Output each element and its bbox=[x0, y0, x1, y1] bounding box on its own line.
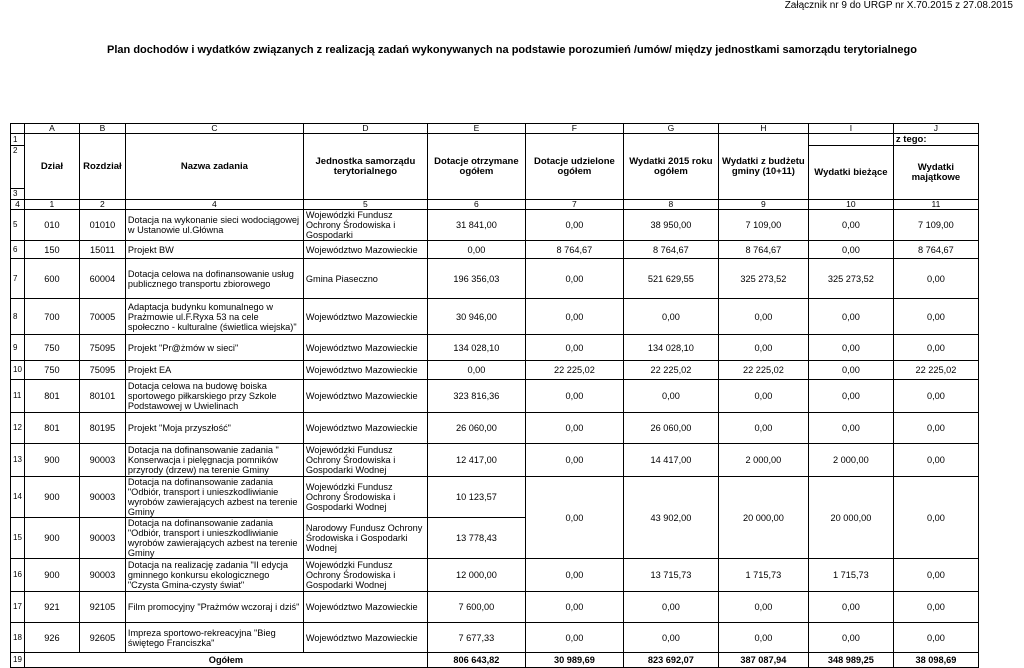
column-number: 9 bbox=[718, 200, 808, 210]
cell-rozdzial: 92105 bbox=[79, 592, 125, 623]
cell-dzial: 926 bbox=[24, 623, 79, 653]
cell-jednostka: Województwo Mazowieckie bbox=[303, 592, 427, 623]
table-row bbox=[11, 361, 979, 380]
column-letter: A bbox=[24, 124, 79, 134]
row-number: 1 bbox=[11, 134, 25, 146]
cell-dzial: 900 bbox=[24, 444, 79, 477]
row-number: 12 bbox=[11, 413, 25, 444]
cell-rozdzial: 75095 bbox=[79, 361, 125, 380]
cell-jednostka: Województwo Mazowieckie bbox=[303, 361, 427, 380]
total-majatkowe: 38 098,69 bbox=[893, 653, 978, 668]
cell-dzial: 010 bbox=[24, 210, 79, 241]
header-dotacje-otrzymane: Dotacje otrzymane ogółem bbox=[427, 134, 525, 200]
total-wydatki-budzet: 387 087,94 bbox=[718, 653, 808, 668]
total-dotacje-udzielone: 30 989,69 bbox=[525, 653, 623, 668]
cell-wydatki-2015: 0,00 bbox=[623, 380, 718, 413]
cell-dotacje-otrzymane: 12 000,00 bbox=[427, 559, 525, 592]
cell-jednostka: Wojewódzki Fundusz Ochrony Środowiska i Gospodarki Wodnej bbox=[303, 477, 427, 518]
row-number: 14 bbox=[11, 477, 25, 518]
row-number: 6 bbox=[11, 241, 25, 259]
cell-dotacje-otrzymane: 7 600,00 bbox=[427, 592, 525, 623]
table-row bbox=[11, 413, 979, 444]
cell-wydatki-budzet: 7 109,00 bbox=[718, 210, 808, 241]
column-letter: F bbox=[525, 124, 623, 134]
cell-rozdzial: 90003 bbox=[79, 477, 125, 518]
cell-dotacje-otrzymane: 323 816,36 bbox=[427, 380, 525, 413]
cell-dzial: 921 bbox=[24, 592, 79, 623]
row-number: 4 bbox=[11, 200, 25, 210]
cell-dzial: 700 bbox=[24, 299, 79, 335]
row-number: 15 bbox=[11, 518, 25, 559]
cell-nazwa: Projekt EA bbox=[125, 361, 303, 380]
row-number: 3 bbox=[11, 189, 25, 200]
cell-wydatki-budzet: 0,00 bbox=[718, 335, 808, 361]
cell-jednostka: Województwo Mazowieckie bbox=[303, 623, 427, 653]
cell-jednostka: Gmina Piaseczno bbox=[303, 259, 427, 299]
cell-rozdzial: 80101 bbox=[79, 380, 125, 413]
total-dotacje-otrzymane: 806 643,82 bbox=[427, 653, 525, 668]
cell-wydatki-2015: 13 715,73 bbox=[623, 559, 718, 592]
cell-majatkowe: 0,00 bbox=[893, 592, 978, 623]
cell-biezace: 0,00 bbox=[808, 380, 893, 413]
cell-jednostka: Wojewódzki Fundusz Ochrony Środowiska i Gospodarki bbox=[303, 210, 427, 241]
row-number: 7 bbox=[11, 259, 25, 299]
cell-wydatki-budzet: 0,00 bbox=[718, 413, 808, 444]
cell-majatkowe: 8 764,67 bbox=[893, 241, 978, 259]
cell-dotacje-otrzymane: 26 060,00 bbox=[427, 413, 525, 444]
cell-nazwa: Projekt "Pr@żmów w sieci" bbox=[125, 335, 303, 361]
column-letter: D bbox=[303, 124, 427, 134]
cell-jednostka: Województwo Mazowieckie bbox=[303, 299, 427, 335]
cell-dotacje-udzielone: 0,00 bbox=[525, 210, 623, 241]
cell-dotacje-udzielone: 0,00 bbox=[525, 259, 623, 299]
cell-rozdzial: 90003 bbox=[79, 518, 125, 559]
document-title: Plan dochodów i wydatków związanych z realizacją zadań wykonywanych na podstawie porozumień /umów/ między jednostkami samorządu terytorialnego bbox=[107, 44, 917, 56]
row-number: 17 bbox=[11, 592, 25, 623]
cell-wydatki-budzet: 22 225,02 bbox=[718, 361, 808, 380]
row-number: 2 bbox=[11, 146, 25, 189]
table-row bbox=[11, 477, 979, 518]
cell-majatkowe: 0,00 bbox=[893, 335, 978, 361]
cell-dotacje-udzielone: 0,00 bbox=[525, 444, 623, 477]
cell-dotacje-otrzymane: 134 028,10 bbox=[427, 335, 525, 361]
row-number: 11 bbox=[11, 380, 25, 413]
total-label: Ogółem bbox=[24, 653, 427, 668]
cell-wydatki-budzet: 1 715,73 bbox=[718, 559, 808, 592]
column-letter: C bbox=[125, 124, 303, 134]
cell-rozdzial: 15011 bbox=[79, 241, 125, 259]
header-rozdzial: Rozdział bbox=[79, 134, 125, 200]
cell-majatkowe: 22 225,02 bbox=[893, 361, 978, 380]
cell-majatkowe: 0,00 bbox=[893, 477, 978, 559]
row-number bbox=[11, 124, 25, 134]
cell-jednostka: Wojewódzki Fundusz Ochrony Środowiska i Gospodarki Wodnej bbox=[303, 444, 427, 477]
cell-dotacje-udzielone: 0,00 bbox=[525, 477, 623, 559]
row-number: 10 bbox=[11, 361, 25, 380]
cell-jednostka: Wojewódzki Fundusz Ochrony Środowiska i Gospodarki Wodnej bbox=[303, 559, 427, 592]
cell-majatkowe: 0,00 bbox=[893, 299, 978, 335]
cell-dotacje-udzielone: 0,00 bbox=[525, 380, 623, 413]
cell-rozdzial: 01010 bbox=[79, 210, 125, 241]
cell-biezace: 325 273,52 bbox=[808, 259, 893, 299]
cell-wydatki-2015: 43 902,00 bbox=[623, 477, 718, 559]
cell-dotacje-udzielone: 0,00 bbox=[525, 299, 623, 335]
cell-wydatki-budzet: 2 000,00 bbox=[718, 444, 808, 477]
column-letters-row bbox=[11, 124, 979, 134]
cell-nazwa: Dotacja na dofinansowanie zadania " Konserwacja i pielęgnacja pomników przyrody (drzew) na terenie Gminy bbox=[125, 444, 303, 477]
cell-wydatki-2015: 0,00 bbox=[623, 299, 718, 335]
column-number: 2 bbox=[79, 200, 125, 210]
cell-wydatki-2015: 38 950,00 bbox=[623, 210, 718, 241]
cell-dzial: 900 bbox=[24, 559, 79, 592]
row-number: 16 bbox=[11, 559, 25, 592]
table-row bbox=[11, 623, 979, 653]
column-letter: B bbox=[79, 124, 125, 134]
cell-rozdzial: 70005 bbox=[79, 299, 125, 335]
cell-wydatki-budzet: 8 764,67 bbox=[718, 241, 808, 259]
cell-majatkowe: 7 109,00 bbox=[893, 210, 978, 241]
cell-jednostka: Województwo Mazowieckie bbox=[303, 413, 427, 444]
cell-rozdzial: 80195 bbox=[79, 413, 125, 444]
cell-biezace: 0,00 bbox=[808, 592, 893, 623]
cell-wydatki-2015: 0,00 bbox=[623, 623, 718, 653]
header-jednostka: Jednostka samorządu terytorialnego bbox=[303, 134, 427, 200]
cell-wydatki-2015: 134 028,10 bbox=[623, 335, 718, 361]
row-number: 9 bbox=[11, 335, 25, 361]
cell-biezace: 0,00 bbox=[808, 413, 893, 444]
cell-dotacje-otrzymane: 10 123,57 bbox=[427, 477, 525, 518]
cell-nazwa: Dotacja na dofinansowanie zadania "Odbiór, transport i unieszkodliwianie wyrobów zawierających azbest na terenie Gminy bbox=[125, 518, 303, 559]
cell-jednostka: Województwo Mazowieckie bbox=[303, 335, 427, 361]
cell-nazwa: Adaptacja budynku komunalnego w Prażmowie ul.F.Ryxa 53 na cele społeczno - kulturalne (świetlica wiejska)" bbox=[125, 299, 303, 335]
cell-dzial: 900 bbox=[24, 518, 79, 559]
column-number: 4 bbox=[125, 200, 303, 210]
cell-biezace: 2 000,00 bbox=[808, 444, 893, 477]
column-number: 1 bbox=[24, 200, 79, 210]
total-biezace: 348 989,25 bbox=[808, 653, 893, 668]
cell-majatkowe: 0,00 bbox=[893, 623, 978, 653]
cell-dotacje-udzielone: 0,00 bbox=[525, 335, 623, 361]
header-majatkowe: Wydatki majątkowe bbox=[893, 146, 978, 200]
cell-dzial: 801 bbox=[24, 413, 79, 444]
cell-dotacje-otrzymane: 7 677,33 bbox=[427, 623, 525, 653]
cell-nazwa: Dotacja celowa na budowę boiska sportowego piłkarskiego przy Szkole Podstawowej w Uwielinach bbox=[125, 380, 303, 413]
table-row bbox=[11, 259, 979, 299]
cell-nazwa: Projekt "Moja przyszłość" bbox=[125, 413, 303, 444]
cell-wydatki-2015: 521 629,55 bbox=[623, 259, 718, 299]
cell-wydatki-budzet: 0,00 bbox=[718, 299, 808, 335]
column-letter: H bbox=[718, 124, 808, 134]
cell-dzial: 801 bbox=[24, 380, 79, 413]
header-row-1 bbox=[11, 134, 979, 146]
cell-jednostka: Województwo Mazowieckie bbox=[303, 380, 427, 413]
column-number: 5 bbox=[303, 200, 427, 210]
row-number: 5 bbox=[11, 210, 25, 241]
row-number: 19 bbox=[11, 653, 25, 668]
cell-rozdzial: 92605 bbox=[79, 623, 125, 653]
cell-dotacje-udzielone: 22 225,02 bbox=[525, 361, 623, 380]
cell-wydatki-budzet: 20 000,00 bbox=[718, 477, 808, 559]
table-row bbox=[11, 592, 979, 623]
cell-jednostka: Narodowy Fundusz Ochrony Środowiska i Gospodarki Wodnej bbox=[303, 518, 427, 559]
cell-biezace: 0,00 bbox=[808, 335, 893, 361]
cell-biezace: 0,00 bbox=[808, 241, 893, 259]
cell-nazwa: Dotacja celowa na dofinansowanie usług publicznego transportu zbiorowego bbox=[125, 259, 303, 299]
header-z-tego-left bbox=[808, 134, 893, 146]
cell-wydatki-budzet: 325 273,52 bbox=[718, 259, 808, 299]
cell-nazwa: Dotacja na wykonanie sieci wodociągowej w Ustanowie ul.Główna bbox=[125, 210, 303, 241]
cell-dotacje-udzielone: 8 764,67 bbox=[525, 241, 623, 259]
row-number: 18 bbox=[11, 623, 25, 653]
cell-nazwa: Projekt BW bbox=[125, 241, 303, 259]
cell-dotacje-otrzymane: 0,00 bbox=[427, 241, 525, 259]
column-number: 7 bbox=[525, 200, 623, 210]
header-wydatki-2015: Wydatki 2015 roku ogółem bbox=[623, 134, 718, 200]
column-letter: J bbox=[893, 124, 978, 134]
row-number: 13 bbox=[11, 444, 25, 477]
cell-rozdzial: 75095 bbox=[79, 335, 125, 361]
budget-table bbox=[10, 123, 979, 668]
cell-dzial: 600 bbox=[24, 259, 79, 299]
cell-dzial: 150 bbox=[24, 241, 79, 259]
cell-dotacje-udzielone: 0,00 bbox=[525, 559, 623, 592]
cell-dzial: 900 bbox=[24, 477, 79, 518]
cell-dotacje-udzielone: 0,00 bbox=[525, 592, 623, 623]
column-letter: E bbox=[427, 124, 525, 134]
cell-biezace: 0,00 bbox=[808, 299, 893, 335]
cell-biezace: 0,00 bbox=[808, 361, 893, 380]
total-wydatki-2015: 823 692,07 bbox=[623, 653, 718, 668]
table-row bbox=[11, 559, 979, 592]
cell-rozdzial: 90003 bbox=[79, 559, 125, 592]
cell-rozdzial: 90003 bbox=[79, 444, 125, 477]
table-row bbox=[11, 299, 979, 335]
annex-note: Załącznik nr 9 do URGP nr X.70.2015 z 27.08.2015 bbox=[784, 0, 1013, 11]
table-row bbox=[11, 241, 979, 259]
cell-wydatki-2015: 22 225,02 bbox=[623, 361, 718, 380]
header-nazwa: Nazwa zadania bbox=[125, 134, 303, 200]
column-number: 6 bbox=[427, 200, 525, 210]
cell-wydatki-budzet: 0,00 bbox=[718, 623, 808, 653]
table-row bbox=[11, 380, 979, 413]
table-row bbox=[11, 444, 979, 477]
cell-dotacje-otrzymane: 31 841,00 bbox=[427, 210, 525, 241]
column-letter: G bbox=[623, 124, 718, 134]
cell-nazwa: Film promocyjny "Prażmów wczoraj i dziś" bbox=[125, 592, 303, 623]
header-z-tego: z tego: bbox=[893, 134, 978, 146]
cell-wydatki-2015: 0,00 bbox=[623, 592, 718, 623]
cell-dotacje-otrzymane: 13 778,43 bbox=[427, 518, 525, 559]
cell-wydatki-2015: 8 764,67 bbox=[623, 241, 718, 259]
cell-majatkowe: 0,00 bbox=[893, 444, 978, 477]
cell-majatkowe: 0,00 bbox=[893, 559, 978, 592]
table-row bbox=[11, 210, 979, 241]
cell-rozdzial: 60004 bbox=[79, 259, 125, 299]
cell-biezace: 1 715,73 bbox=[808, 559, 893, 592]
cell-dzial: 750 bbox=[24, 361, 79, 380]
total-row bbox=[11, 653, 979, 668]
cell-wydatki-budzet: 0,00 bbox=[718, 592, 808, 623]
cell-biezace: 0,00 bbox=[808, 210, 893, 241]
cell-dotacje-udzielone: 0,00 bbox=[525, 623, 623, 653]
column-number: 11 bbox=[893, 200, 978, 210]
cell-nazwa: Dotacja na realizację zadania "II edycja gminnego konkursu ekologicznego "Czysta Gmina-czysty świat" bbox=[125, 559, 303, 592]
cell-dotacje-otrzymane: 196 356,03 bbox=[427, 259, 525, 299]
cell-jednostka: Województwo Mazowieckie bbox=[303, 241, 427, 259]
cell-wydatki-budzet: 0,00 bbox=[718, 380, 808, 413]
table-row bbox=[11, 335, 979, 361]
cell-nazwa: Dotacja na dofinansowanie zadania "Odbiór, transport i unieszkodliwianie wyrobów zawierających azbest na terenie Gminy bbox=[125, 477, 303, 518]
cell-majatkowe: 0,00 bbox=[893, 259, 978, 299]
cell-dotacje-udzielone: 0,00 bbox=[525, 413, 623, 444]
row-number: 8 bbox=[11, 299, 25, 335]
cell-majatkowe: 0,00 bbox=[893, 380, 978, 413]
header-biezace: Wydatki bieżące bbox=[808, 146, 893, 200]
header-wydatki-budzet: Wydatki z budżetu gminy (10+11) bbox=[718, 134, 808, 200]
column-numbers-row bbox=[11, 200, 979, 210]
column-number: 10 bbox=[808, 200, 893, 210]
header-dotacje-udzielone: Dotacje udzielone ogółem bbox=[525, 134, 623, 200]
column-letter: I bbox=[808, 124, 893, 134]
cell-biezace: 0,00 bbox=[808, 623, 893, 653]
cell-wydatki-2015: 26 060,00 bbox=[623, 413, 718, 444]
cell-dotacje-otrzymane: 12 417,00 bbox=[427, 444, 525, 477]
cell-majatkowe: 0,00 bbox=[893, 413, 978, 444]
cell-dotacje-otrzymane: 0,00 bbox=[427, 361, 525, 380]
column-number: 8 bbox=[623, 200, 718, 210]
cell-biezace: 20 000,00 bbox=[808, 477, 893, 559]
cell-dotacje-otrzymane: 30 946,00 bbox=[427, 299, 525, 335]
cell-dzial: 750 bbox=[24, 335, 79, 361]
cell-nazwa: Impreza sportowo-rekreacyjna "Bieg świętego Franciszka" bbox=[125, 623, 303, 653]
header-dzial: Dział bbox=[24, 134, 79, 200]
cell-wydatki-2015: 14 417,00 bbox=[623, 444, 718, 477]
